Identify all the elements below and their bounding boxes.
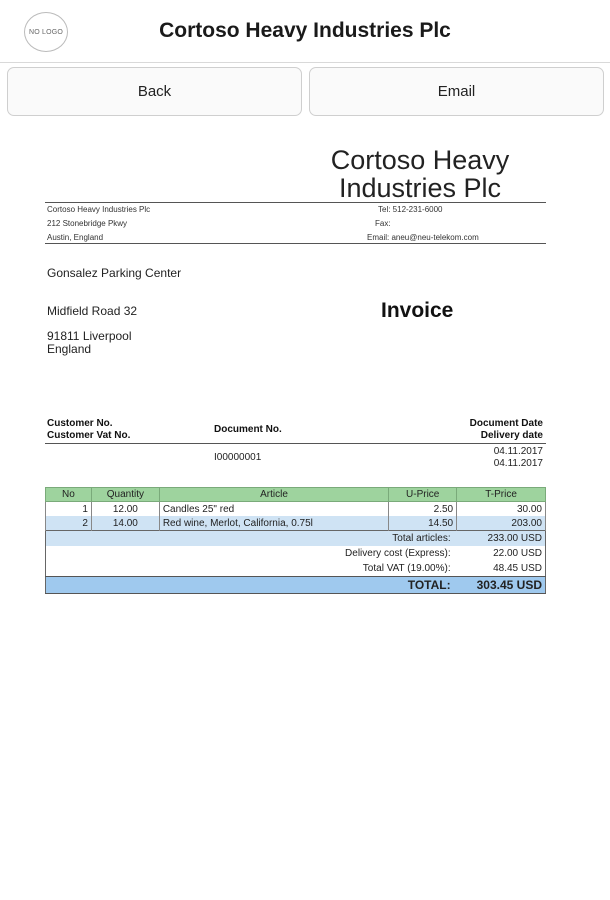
- customer-no-label: Customer No.: [47, 418, 113, 429]
- table-row: [46, 502, 546, 517]
- cell-article: Red wine, Merlot, California, 0.75l: [159, 516, 388, 531]
- recipient-city: 91811 Liverpool: [47, 329, 132, 343]
- cell-tprice: 30.00: [457, 502, 546, 517]
- cell-quantity: 12.00: [91, 502, 159, 517]
- document-no-value: I00000001: [214, 452, 262, 463]
- meta-divider: [45, 443, 546, 444]
- col-header-no: No: [46, 488, 92, 502]
- invoice-company-name: Cortoso Heavy Industries Plc: [330, 145, 510, 203]
- sender-tel: Tel: 512-231-6000: [378, 205, 443, 214]
- delivery-date-label: Delivery date: [480, 430, 543, 441]
- app-title: Cortoso Heavy Industries Plc: [159, 19, 451, 42]
- cell-uprice: 14.50: [389, 516, 457, 531]
- recipient-name: Gonsalez Parking Center: [47, 266, 182, 280]
- cell-no: 2: [46, 516, 92, 531]
- customer-vat-label: Customer Vat No.: [47, 430, 131, 441]
- col-header-quantity: Quantity: [91, 488, 159, 502]
- document-date-label: Document Date: [469, 418, 543, 429]
- invoice-title: Invoice: [381, 299, 454, 322]
- sender-city: Austin, England: [47, 233, 104, 242]
- grand-total-row: [46, 577, 546, 594]
- table-header-row: [46, 488, 546, 502]
- total-vat-label: Total VAT (19.00%):: [362, 563, 451, 574]
- logo: NO LOGO: [24, 12, 68, 52]
- sender-name: Cortoso Heavy Industries Plc: [47, 205, 151, 214]
- total-vat-row: [46, 561, 546, 577]
- sender-street: 212 Stonebridge Pkwy: [47, 219, 128, 228]
- delivery-cost-label: Delivery cost (Express):: [345, 548, 451, 559]
- delivery-cost-row: [46, 546, 546, 561]
- email-button[interactable]: Email: [309, 67, 604, 116]
- cell-no: 1: [46, 502, 92, 517]
- table-row: [46, 516, 546, 531]
- cell-quantity: 14.00: [91, 516, 159, 531]
- recipient-country: England: [47, 342, 92, 356]
- cell-uprice: 2.50: [389, 502, 457, 517]
- grand-total-value: 303.45 USD: [457, 577, 546, 594]
- delivery-cost-value: 22.00 USD: [493, 548, 542, 559]
- document-date-value: 04.11.2017: [493, 446, 543, 457]
- col-header-tprice: T-Price: [457, 488, 546, 502]
- back-button[interactable]: Back: [7, 67, 302, 116]
- header-divider-top: [45, 202, 546, 203]
- total-articles-label: Total articles:: [46, 531, 457, 547]
- cell-tprice: 203.00: [457, 516, 546, 531]
- sender-email: Email: aneu@neu-telekom.com: [367, 233, 479, 242]
- header-divider-bottom: [45, 243, 546, 244]
- recipient-street: Midfield Road 32: [47, 304, 138, 318]
- sender-fax: Fax:: [375, 219, 391, 228]
- total-articles-row: [46, 531, 546, 547]
- invoice-items-table: [45, 487, 546, 594]
- delivery-date-value: 04.11.2017: [493, 458, 543, 469]
- document-no-label: Document No.: [214, 424, 282, 435]
- app-header: [0, 0, 610, 63]
- total-articles-value: 233.00 USD: [457, 531, 546, 547]
- cell-article: Candles 25" red: [159, 502, 388, 517]
- grand-total-label: TOTAL:: [46, 577, 457, 594]
- col-header-uprice: U-Price: [389, 488, 457, 502]
- col-header-article: Article: [159, 488, 388, 502]
- total-vat-value: 48.45 USD: [493, 563, 542, 574]
